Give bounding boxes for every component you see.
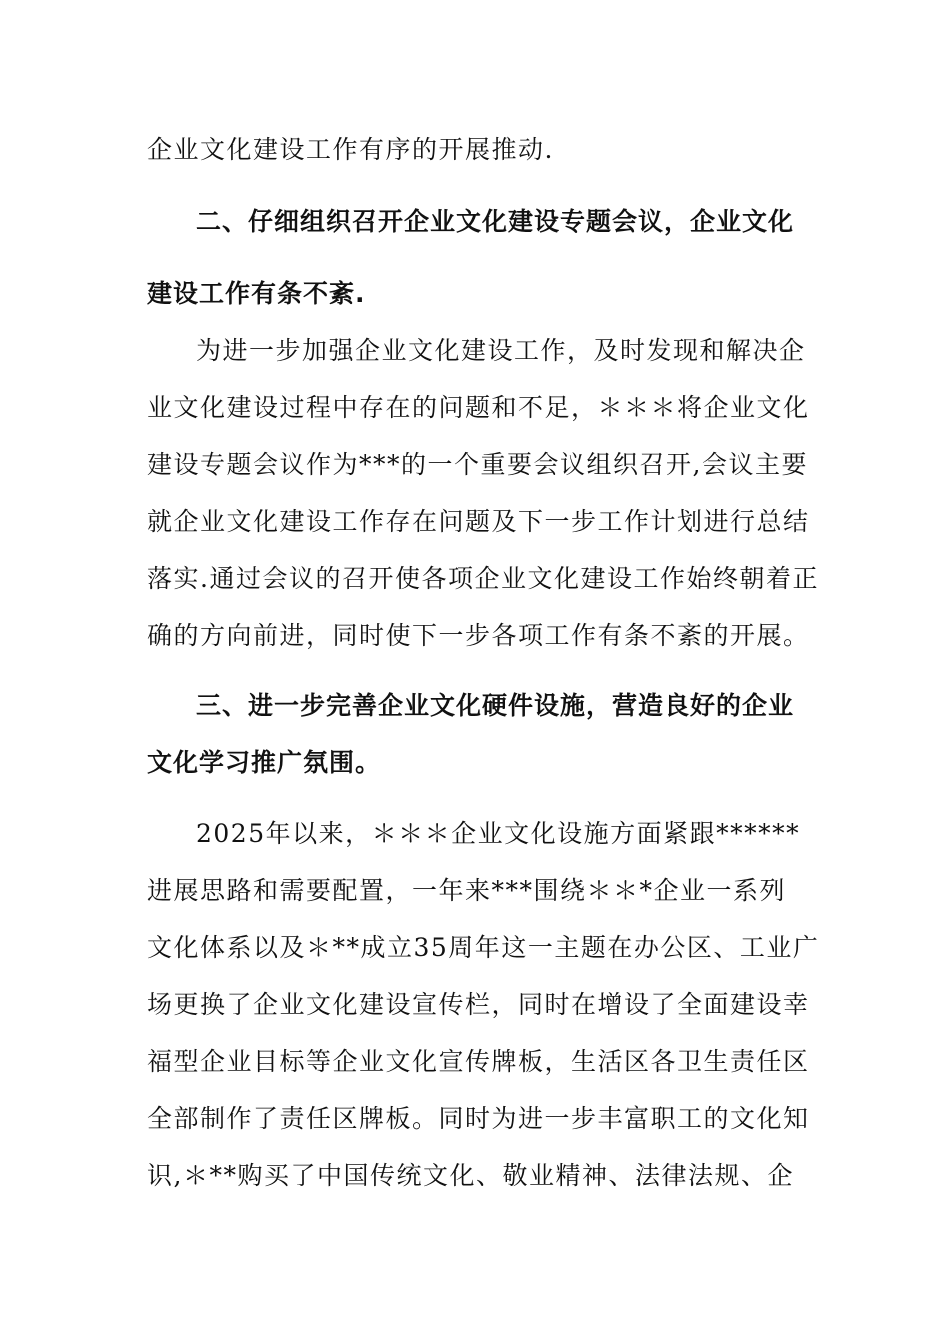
paragraph-line-4: 为进一步加强企业文化建设工作，及时发现和解决企 [196,336,806,365]
paragraph-line-14: 文化体系以及＊**成立35周年这一主题在办公区、工业广 [147,933,820,962]
paragraph-line-17: 全部制作了责任区牌板。同时为进一步丰富职工的文化知 [147,1104,810,1133]
section-heading-2-line-2: 建设工作有条不紊. [147,279,366,308]
paragraph-line-8: 落实.通过会议的召开使各项企业文化建设工作始终朝着正 [147,564,819,593]
paragraph-line-7: 就企业文化建设工作存在问题及下一步工作计划进行总结 [147,507,810,536]
paragraph-line-5: 业文化建设过程中存在的问题和不足，＊＊＊将企业文化 [147,393,810,422]
paragraph-line-1: 企业文化建设工作有序的开展推动. [147,135,554,164]
paragraph-line-9: 确的方向前进，同时使下一步各项工作有条不紊的开展。 [147,621,810,650]
section-heading-3-line-1: 三、进一步完善企业文化硬件设施，营造良好的企业 [196,691,795,720]
paragraph-line-13: 进展思路和需要配置，一年来***围绕＊＊*企业一系列 [147,876,787,905]
paragraph-line-18: 识,＊**购买了中国传统文化、敬业精神、法律法规、企 [147,1161,794,1190]
paragraph-line-12: 2025年以来，＊＊＊企业文化设施方面紧跟****** [196,819,801,848]
section-heading-3-line-2: 文化学习推广氛围。 [147,748,382,777]
paragraph-line-15: 场更换了企业文化建设宣传栏，同时在增设了全面建设幸 [147,990,810,1019]
paragraph-line-6: 建设专题会议作为***的一个重要会议组织召开,会议主要 [147,450,808,479]
section-heading-2-line-1: 二、仔细组织召开企业文化建设专题会议，企业文化 [196,207,795,236]
paragraph-line-16: 福型企业目标等企业文化宣传牌板，生活区各卫生责任区 [147,1047,810,1076]
